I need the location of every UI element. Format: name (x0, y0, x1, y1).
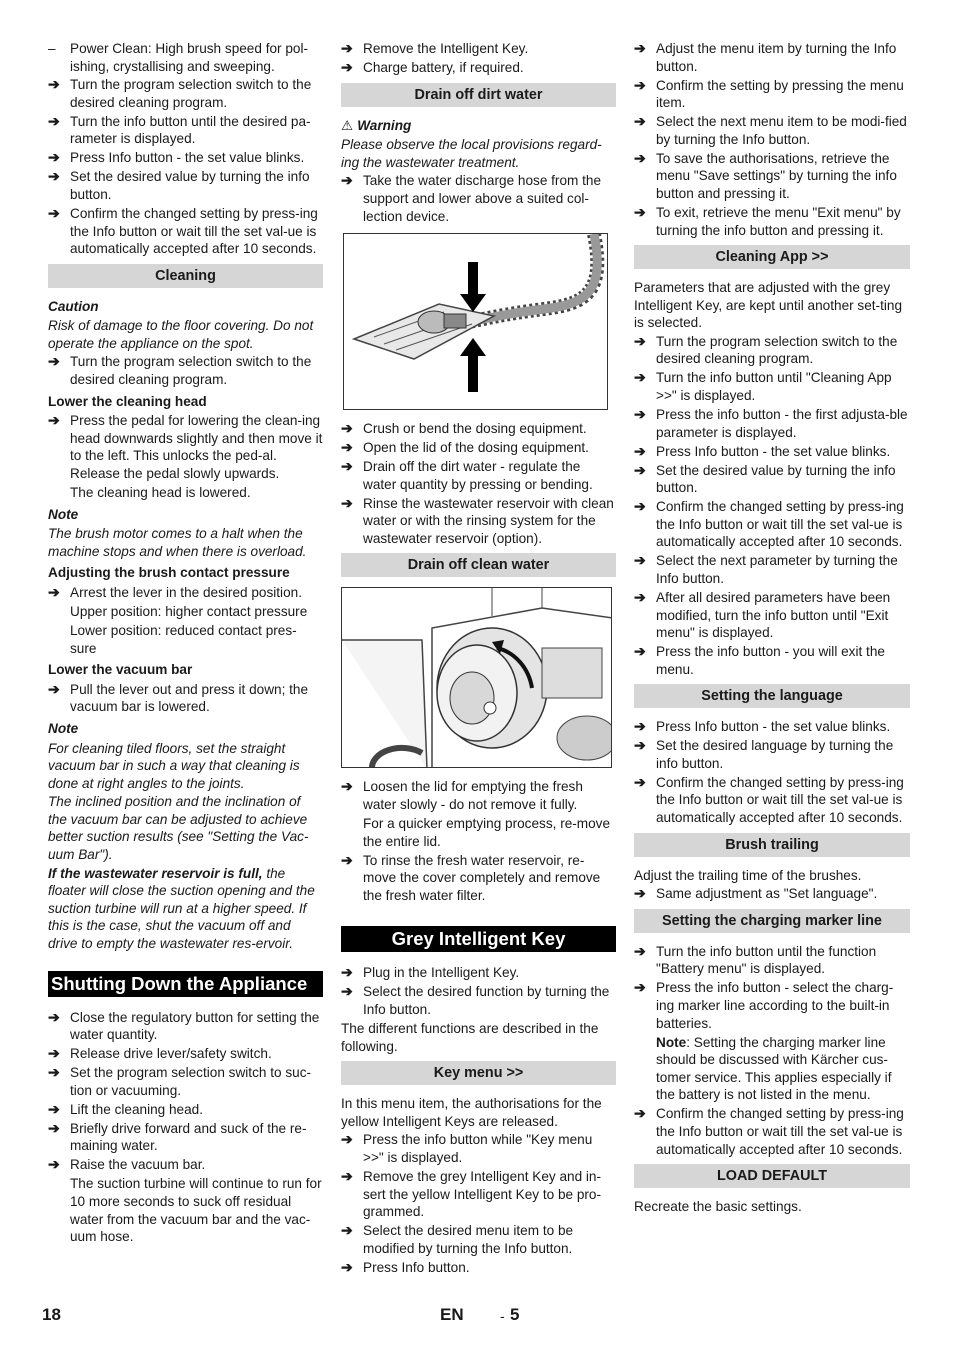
warning-title: ⚠ Warning (341, 117, 412, 133)
step-item: ➔ Confirm the changed setting by press-ing the Info button or wait till the set val-ue is automatically accepted after 10 seconds. (634, 1105, 904, 1157)
arrow-right-icon: ➔ (634, 40, 646, 56)
step-result: Upper position: higher contact pressure (70, 603, 308, 619)
arrow-right-icon: ➔ (341, 1222, 353, 1239)
step-item: ➔ Rinse the wastewater reservoir with clean water or with the rinsing system for the wastewater reservoir (option). (341, 494, 614, 546)
step-item: ➔ Arrest the lever in the desired position. (48, 583, 302, 600)
arrow-right-icon: ➔ (634, 149, 646, 166)
arrow-right-icon: ➔ (634, 369, 646, 386)
step-item: ➔ Press Info button - the set value blinks. (48, 149, 305, 166)
column-middle (341, 40, 616, 1278)
arrow-right-icon: ➔ (634, 113, 646, 130)
step-item: ➔ Crush or bend the dosing equipment. (341, 420, 587, 437)
arrow-right-icon: ➔ (634, 76, 646, 93)
note-text: The brush motor comes to a halt when the machine stops and when there is overload. (48, 526, 307, 559)
column-left (48, 40, 323, 1247)
arrow-right-icon: ➔ (634, 552, 646, 569)
arrow-right-icon: ➔ (48, 1008, 60, 1025)
step-item: ➔ Remove the Intelligent Key. (341, 40, 529, 56)
arrow-right-icon: ➔ (341, 458, 353, 475)
step-item: ➔ To save the authorisations, retrieve the menu "Save settings" by turning the info button and pressing it. (634, 149, 897, 201)
page-number-left: 18 (42, 1305, 61, 1324)
step-item: ➔ Select the desired menu item to be modified by turning the Info button. (341, 1222, 574, 1256)
step-result: The cleaning head is lowered. (70, 485, 251, 501)
warning-text: Please observe the local provisions regard-ing the wastewater treatment. (341, 137, 602, 170)
step-item: ➔ To rinse the fresh water reservoir, re-move the cover completely and remove the fresh water filter. (341, 851, 601, 903)
arrow-right-icon: ➔ (634, 332, 646, 349)
arrow-right-icon: ➔ (48, 204, 60, 221)
arrow-right-icon: ➔ (634, 718, 646, 735)
section-header-grey-key: Grey Intelligent Key (341, 926, 616, 952)
language-code: EN (440, 1305, 464, 1324)
note-text: For cleaning tiled floors, set the straight vacuum bar in such a way that cleaning is done at right angles to the joints. (48, 740, 300, 791)
list-item: – Power Clean: High brush speed for pol-ishing, crystallising and sweeping. (48, 40, 323, 75)
arrow-right-icon: ➔ (634, 942, 646, 959)
arrow-right-icon: ➔ (634, 643, 646, 660)
arrow-right-icon: ➔ (634, 203, 646, 220)
arrow-right-icon: ➔ (634, 737, 646, 754)
arrow-right-icon: ➔ (48, 583, 60, 600)
step-item: ➔ Press the info button - you will exit the menu. (634, 643, 885, 677)
step-item: ➔ Raise the vacuum bar. (48, 1156, 206, 1173)
step-item: ➔ Drain off the dirt water - regulate the water quantity by pressing or bending. (341, 458, 593, 492)
arrow-right-icon: ➔ (634, 773, 646, 790)
caution-text: Risk of damage to the floor covering. Do not operate the appliance on the spot. (48, 318, 314, 351)
note-text: If the wastewater reservoir is full, the floater will close the suction opening and the suction turbine will run at a higher speed. If this is the case, shut the vacuum off and drive to empty the wastewater res-ervoir. (48, 865, 315, 952)
subheading-lower-head: Lower the cleaning head (48, 393, 207, 409)
arrow-right-icon: ➔ (48, 1100, 60, 1117)
step-item: ➔ Adjust the menu item by turning the Info button. (634, 40, 897, 74)
arrow-right-icon: ➔ (48, 1156, 60, 1173)
step-item: ➔ Lift the cleaning head. (48, 1100, 204, 1117)
section-header-shutdown: Shutting Down the Appliance (48, 971, 323, 997)
arrow-right-icon: ➔ (341, 172, 353, 189)
step-item: ➔ Set the desired language by turning the info button. (634, 737, 894, 771)
section-header-brush-trailing: Brush trailing (634, 833, 910, 857)
step-item: ➔ Turn the info button until the function "Battery menu" is displayed. (634, 942, 877, 977)
step-result: The suction turbine will continue to run for 10 more seconds to suck off residual water from the vacuum bar and the vac-uum hose. (70, 1176, 322, 1245)
fresh-water-lid-illustration (342, 588, 612, 768)
arrow-right-icon: ➔ (634, 979, 646, 996)
step-item: ➔ Turn the program selection switch to the desired cleaning program. (634, 332, 898, 367)
step-item: ➔ Set the program selection switch to suc-tion or vacuuming. (48, 1064, 312, 1098)
arrow-right-icon: ➔ (341, 1167, 353, 1184)
step-item: ➔ Select the next parameter by turning the Info button. (634, 552, 898, 586)
arrow-right-icon: ➔ (48, 76, 60, 93)
section-header-load-default: LOAD DEFAULT (634, 1164, 910, 1188)
arrow-right-icon: ➔ (341, 420, 353, 437)
arrow-right-icon: ➔ (341, 1258, 353, 1275)
arrow-right-icon: ➔ (48, 112, 60, 129)
step-item: ➔ Confirm the changed setting by press-ing the Info button or wait till the set val-ue is automatically accepted after 10 seconds. (634, 498, 904, 550)
step-item: ➔ Turn the program selection switch to the desired cleaning program. (48, 353, 312, 388)
figure-drain-hose (343, 233, 608, 410)
section-header-cleaning-app: Cleaning App >> (634, 245, 910, 269)
step-item: ➔ Press Info button. (341, 1258, 470, 1275)
arrow-right-icon: ➔ (634, 406, 646, 423)
arrow-right-icon: ➔ (341, 778, 353, 795)
step-item: ➔ Loosen the lid for emptying the fresh water slowly - do not remove it fully. (341, 778, 583, 813)
arrow-right-icon: ➔ (48, 149, 60, 166)
step-item: ➔ Turn the info button until "Cleaning App >>" is displayed. (634, 369, 892, 404)
note-title: Note (48, 506, 79, 522)
paragraph: Adjust the trailing time of the brushes. (634, 867, 862, 883)
arrow-right-icon: ➔ (341, 40, 353, 56)
drain-hose-illustration (344, 234, 608, 410)
step-item: ➔ Remove the grey Intelligent Key and in-sert the yellow Intelligent Key to be pro-grammed. (341, 1167, 602, 1220)
step-item: ➔ Confirm the changed setting by press-ing the Info button or wait till the set val-ue is automatically accepted after 10 seconds. (634, 773, 904, 826)
step-item: ➔ Press the pedal for lowering the clean-ing head downwards slightly and then move it to the left. This unlocks the ped-al. Release the pedal slowly upwards. (48, 412, 323, 482)
paragraph: The different functions are described in the following. (341, 1020, 599, 1054)
column-right (634, 40, 910, 1217)
arrow-right-icon: ➔ (634, 498, 646, 515)
step-item: ➔ Press Info button - the set value blinks. (634, 718, 891, 735)
page-number-right: 5 (510, 1305, 520, 1324)
step-item: ➔ Release drive lever/safety switch. (48, 1045, 272, 1062)
step-item: ➔ Turn the program selection switch to the desired cleaning program. (48, 76, 312, 110)
step-item: ➔ Confirm the setting by pressing the menu item. (634, 76, 904, 111)
step-item: ➔ Confirm the changed setting by press-ing the Info button or wait till the set val-ue is automatically accepted after 10 seconds. (48, 204, 318, 257)
section-header-language: Setting the language (634, 684, 910, 708)
section-header-charging-marker: Setting the charging marker line (634, 909, 910, 933)
figure-fresh-water-lid (341, 587, 612, 768)
note-title: Note (48, 720, 79, 736)
step-item: ➔ Press Info button - the set value blinks. (634, 442, 891, 459)
step-item: ➔ Select the desired function by turning the Info button. (341, 983, 610, 1017)
arrow-right-icon: ➔ (48, 1064, 60, 1081)
section-header-clean-water: Drain off clean water (341, 553, 616, 577)
arrow-right-icon: ➔ (341, 851, 353, 868)
step-item: ➔ Select the next menu item to be modi-fied by turning the Info button. (634, 113, 907, 147)
arrow-right-icon: ➔ (341, 439, 353, 456)
section-header-cleaning: Cleaning (48, 264, 323, 288)
warning-triangle-icon: ⚠ (341, 117, 354, 133)
step-item: ➔ Close the regulatory button for setting the water quantity. (48, 1008, 320, 1043)
step-item: ➔ Same adjustment as "Set language". (634, 885, 878, 902)
step-item: ➔ After all desired parameters have been modified, turn the info button until "Exit menu" is displayed. (634, 588, 891, 641)
arrow-right-icon: ➔ (341, 58, 353, 75)
step-item: ➔ Open the lid of the dosing equipment. (341, 439, 589, 456)
arrow-right-icon: ➔ (341, 964, 353, 981)
step-item: ➔ Set the desired value by turning the info button. (634, 461, 896, 496)
subheading-vacuum-bar: Lower the vacuum bar (48, 662, 193, 678)
step-item: ➔ Press the info button - select the charg-ing marker line according to the built-in batteries. (634, 979, 894, 1031)
section-header-dirt-water: Drain off dirt water (341, 83, 616, 107)
step-item: ➔ Plug in the Intelligent Key. (341, 964, 520, 981)
arrow-right-icon: ➔ (48, 1119, 60, 1136)
section-header-key-menu: Key menu >> (341, 1061, 616, 1085)
step-note: Note: Setting the charging marker line should be discussed with Kärcher cus-tomer service. This applies especially if the battery is not listed in the menu. (656, 1034, 892, 1103)
step-result: For a quicker emptying process, re-move the entire lid. (363, 816, 611, 849)
note-text: The inclined position and the inclination of the vacuum bar can be adjusted to achieve better suction results (see "Setting the Vac-uum Bar"). (48, 794, 309, 863)
arrow-right-icon: ➔ (634, 885, 646, 902)
paragraph: In this menu item, the authorisations for the yellow Intelligent Keys are released. (341, 1096, 602, 1129)
step-item: ➔ Pull the lever out and press it down; the vacuum bar is lowered. (48, 680, 309, 715)
arrow-right-icon: ➔ (634, 1105, 646, 1122)
step-item: ➔ To exit, retrieve the menu "Exit menu" by turning the info button and pressing it. (634, 203, 901, 238)
step-item: ➔ Briefly drive forward and suck of the re-maining water. (48, 1119, 307, 1154)
step-item: ➔ Turn the info button until the desired pa-rameter is displayed. (48, 112, 311, 147)
step-item: ➔ Take the water discharge hose from the support and lower above a suited col-lection device. (341, 172, 602, 224)
paragraph: Parameters that are adjusted with the grey Intelligent Key, are kept until another set-ting is selected. (634, 280, 903, 331)
step-result: Lower position: reduced contact pres-sure (70, 622, 297, 656)
arrow-right-icon: ➔ (634, 461, 646, 478)
subheading-contact-pressure: Adjusting the brush contact pressure (48, 565, 290, 581)
arrow-right-icon: ➔ (634, 588, 646, 605)
arrow-right-icon: ➔ (341, 1131, 353, 1148)
arrow-right-icon: ➔ (341, 494, 353, 511)
arrow-right-icon: ➔ (634, 442, 646, 459)
arrow-right-icon: ➔ (341, 983, 353, 1000)
arrow-right-icon: ➔ (48, 353, 60, 370)
footer-separator: - (500, 1308, 505, 1324)
arrow-right-icon: ➔ (48, 680, 60, 697)
arrow-right-icon: ➔ (48, 412, 60, 429)
arrow-right-icon: ➔ (48, 1045, 60, 1062)
arrow-right-icon: ➔ (48, 168, 60, 185)
step-item: ➔ Charge battery, if required. (341, 58, 524, 75)
step-item: ➔ Press the info button - the first adjusta-ble parameter is displayed. (634, 406, 908, 440)
paragraph: Recreate the basic settings. (634, 1199, 802, 1215)
caution-title: Caution (48, 298, 99, 314)
step-item: ➔ Press the info button while "Key menu >>" is displayed. (341, 1131, 593, 1165)
step-item: ➔ Set the desired value by turning the info button. (48, 168, 310, 202)
